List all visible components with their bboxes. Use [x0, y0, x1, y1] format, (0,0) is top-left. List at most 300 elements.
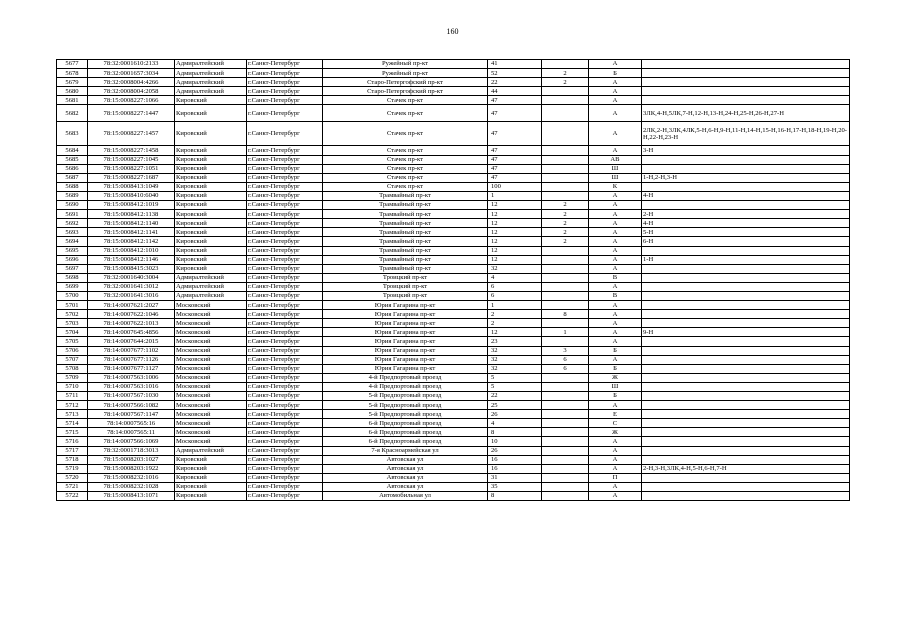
street-cell: Стачек пр-кт [323, 182, 488, 191]
district-cell: Адмиралтейский [175, 87, 247, 96]
row-number-cell: 5715 [57, 428, 88, 437]
table-row [57, 355, 850, 364]
row-number-cell: 5687 [57, 173, 88, 182]
city-cell: г.Санкт-Петербург [247, 105, 323, 122]
table-row [57, 122, 850, 146]
table-row [57, 482, 850, 491]
cadastral-number-cell: 78:32:0008004:4266 [88, 78, 175, 87]
letter-cell: А [589, 319, 642, 328]
premises-cell [642, 78, 850, 87]
row-number-cell: 5681 [57, 96, 88, 105]
letter-cell: Ж [589, 373, 642, 382]
building-cell [542, 392, 589, 401]
building-cell [542, 105, 589, 122]
district-cell: Кировский [175, 210, 247, 219]
cadastral-number-cell: 78:15:0008413:1049 [88, 182, 175, 191]
row-number-cell: 5706 [57, 346, 88, 355]
premises-cell: 5-Н [642, 228, 850, 237]
street-cell: 6-й Предпортовый проезд [323, 428, 488, 437]
table-row [57, 410, 850, 419]
cadastral-number-cell: 78:15:0008413:1071 [88, 492, 175, 501]
house-number-cell: 12 [488, 246, 542, 255]
premises-cell [642, 455, 850, 464]
cadastral-number-cell: 78:14:0007563:1016 [88, 382, 175, 391]
street-cell: Автовская ул [323, 473, 488, 482]
letter-cell: А [589, 301, 642, 310]
letter-cell: Ш [589, 173, 642, 182]
letter-cell: А [589, 228, 642, 237]
letter-cell: Ш [589, 164, 642, 173]
city-cell: г.Санкт-Петербург [247, 228, 323, 237]
premises-cell [642, 373, 850, 382]
row-number-cell: 5697 [57, 264, 88, 273]
building-cell [542, 146, 589, 155]
house-number-cell: 26 [488, 446, 542, 455]
table-row [57, 328, 850, 337]
district-cell: Адмиралтейский [175, 273, 247, 282]
building-cell [542, 60, 589, 69]
premises-cell [642, 310, 850, 319]
table-body [57, 60, 850, 501]
row-number-cell: 5705 [57, 337, 88, 346]
table-row [57, 473, 850, 482]
row-number-cell: 5704 [57, 328, 88, 337]
premises-cell [642, 392, 850, 401]
row-number-cell: 5678 [57, 69, 88, 78]
cadastral-number-cell: 78:15:0008412:1019 [88, 201, 175, 210]
house-number-cell: 12 [488, 210, 542, 219]
house-number-cell: 4 [488, 273, 542, 282]
letter-cell: А [589, 87, 642, 96]
district-cell: Московский [175, 437, 247, 446]
house-number-cell: 12 [488, 255, 542, 264]
district-cell: Кировский [175, 105, 247, 122]
district-cell: Кировский [175, 164, 247, 173]
letter-cell: А [589, 255, 642, 264]
letter-cell: А [589, 401, 642, 410]
building-cell [542, 373, 589, 382]
building-cell [542, 246, 589, 255]
city-cell: г.Санкт-Петербург [247, 237, 323, 246]
cadastral-number-cell: 78:32:0008004:2058 [88, 87, 175, 96]
row-number-cell: 5722 [57, 492, 88, 501]
premises-cell [642, 492, 850, 501]
house-number-cell: 100 [488, 182, 542, 191]
building-cell: 2 [542, 201, 589, 210]
cadastral-number-cell: 78:32:0001641:3016 [88, 291, 175, 300]
table-row [57, 373, 850, 382]
house-number-cell: 6 [488, 291, 542, 300]
city-cell: г.Санкт-Петербург [247, 364, 323, 373]
cadastral-number-cell: 78:14:0007622:1013 [88, 319, 175, 328]
district-cell: Московский [175, 392, 247, 401]
table-row [57, 392, 850, 401]
street-cell: Стачек пр-кт [323, 146, 488, 155]
cadastral-number-cell: 78:14:0007565:11 [88, 428, 175, 437]
street-cell: Юрия Гагарина пр-кт [323, 355, 488, 364]
street-cell: 5-й Предпортовый проезд [323, 410, 488, 419]
premises-cell [642, 419, 850, 428]
building-cell: 2 [542, 237, 589, 246]
street-cell: Трамвайный пр-кт [323, 219, 488, 228]
premises-cell [642, 446, 850, 455]
building-cell [542, 155, 589, 164]
table-row [57, 273, 850, 282]
letter-cell: С [589, 419, 642, 428]
street-cell: Юрия Гагарина пр-кт [323, 328, 488, 337]
district-cell: Московский [175, 310, 247, 319]
cadastral-number-cell: 78:15:0008203:1027 [88, 455, 175, 464]
cadastral-number-cell: 78:32:0001657:3034 [88, 69, 175, 78]
street-cell: 4-й Предпортовый проезд [323, 373, 488, 382]
house-number-cell: 47 [488, 105, 542, 122]
street-cell: 5-й Предпортовый проезд [323, 392, 488, 401]
city-cell: г.Санкт-Петербург [247, 146, 323, 155]
cadastral-number-cell: 78:32:0001641:3012 [88, 282, 175, 291]
premises-cell: 2ЛК,2-Н,3ЛК,4ЛК,5-Н,6-Н,9-Н,11-Н,14-Н,15-Н,16-Н,17-Н,18-Н,19-Н,20-Н,22-Н,23-Н [642, 122, 850, 146]
row-number-cell: 5700 [57, 291, 88, 300]
house-number-cell: 1 [488, 301, 542, 310]
city-cell: г.Санкт-Петербург [247, 328, 323, 337]
table-row [57, 301, 850, 310]
house-number-cell: 31 [488, 473, 542, 482]
house-number-cell: 47 [488, 146, 542, 155]
street-cell: Трамвайный пр-кт [323, 264, 488, 273]
city-cell: г.Санкт-Петербург [247, 464, 323, 473]
city-cell: г.Санкт-Петербург [247, 473, 323, 482]
city-cell: г.Санкт-Петербург [247, 382, 323, 391]
city-cell: г.Санкт-Петербург [247, 122, 323, 146]
city-cell: г.Санкт-Петербург [247, 69, 323, 78]
letter-cell: К [589, 182, 642, 191]
city-cell: г.Санкт-Петербург [247, 78, 323, 87]
page-number: 160 [446, 27, 459, 36]
row-number-cell: 5694 [57, 237, 88, 246]
building-cell [542, 301, 589, 310]
letter-cell: А [589, 482, 642, 491]
table-row [57, 319, 850, 328]
table-row [57, 146, 850, 155]
cadastral-number-cell: 78:15:0008412:1138 [88, 210, 175, 219]
row-number-cell: 5696 [57, 255, 88, 264]
cadastral-number-cell: 78:15:0008412:1146 [88, 255, 175, 264]
letter-cell: А [589, 492, 642, 501]
street-cell: Трамвайный пр-кт [323, 191, 488, 200]
city-cell: г.Санкт-Петербург [247, 155, 323, 164]
district-cell: Московский [175, 337, 247, 346]
letter-cell: Б [589, 346, 642, 355]
street-cell: Юрия Гагарина пр-кт [323, 337, 488, 346]
street-cell: Трамвайный пр-кт [323, 228, 488, 237]
street-cell: Стачек пр-кт [323, 96, 488, 105]
house-number-cell: 44 [488, 87, 542, 96]
house-number-cell: 47 [488, 173, 542, 182]
row-number-cell: 5684 [57, 146, 88, 155]
building-cell: 1 [542, 328, 589, 337]
district-cell: Кировский [175, 122, 247, 146]
cadastral-number-cell: 78:15:0008227:1045 [88, 155, 175, 164]
building-cell [542, 273, 589, 282]
table-row [57, 164, 850, 173]
premises-cell: 2-Н,3-Н,3ЛК,4-Н,5-Н,6-Н,7-Н [642, 464, 850, 473]
district-cell: Московский [175, 301, 247, 310]
district-cell: Кировский [175, 473, 247, 482]
district-cell: Кировский [175, 255, 247, 264]
premises-cell [642, 355, 850, 364]
street-cell: Ружейный пр-кт [323, 69, 488, 78]
row-number-cell: 5685 [57, 155, 88, 164]
city-cell: г.Санкт-Петербург [247, 291, 323, 300]
letter-cell: А [589, 246, 642, 255]
table-row [57, 364, 850, 373]
table-row [57, 87, 850, 96]
house-number-cell: 22 [488, 392, 542, 401]
street-cell: Юрия Гагарина пр-кт [323, 319, 488, 328]
district-cell: Адмиралтейский [175, 446, 247, 455]
table-row [57, 191, 850, 200]
city-cell: г.Санкт-Петербург [247, 210, 323, 219]
city-cell: г.Санкт-Петербург [247, 446, 323, 455]
building-cell [542, 291, 589, 300]
street-cell: 4-й Предпортовый проезд [323, 382, 488, 391]
street-cell: Автовская ул [323, 455, 488, 464]
house-number-cell: 32 [488, 364, 542, 373]
table-row [57, 428, 850, 437]
letter-cell: А [589, 437, 642, 446]
premises-cell [642, 410, 850, 419]
table-row [57, 210, 850, 219]
city-cell: г.Санкт-Петербург [247, 392, 323, 401]
street-cell: Автомобильная ул [323, 492, 488, 501]
house-number-cell: 26 [488, 410, 542, 419]
street-cell: Стачек пр-кт [323, 164, 488, 173]
district-cell: Кировский [175, 182, 247, 191]
street-cell: Стачек пр-кт [323, 155, 488, 164]
city-cell: г.Санкт-Петербург [247, 346, 323, 355]
table-row [57, 455, 850, 464]
premises-cell: 3-Н [642, 146, 850, 155]
cadastral-number-cell: 78:14:0007567:1147 [88, 410, 175, 419]
cadastral-number-cell: 78:15:0008412:1141 [88, 228, 175, 237]
premises-cell [642, 482, 850, 491]
district-cell: Кировский [175, 201, 247, 210]
house-number-cell: 16 [488, 464, 542, 473]
premises-cell [642, 273, 850, 282]
premises-cell [642, 264, 850, 273]
street-cell: 5-й Предпортовый проезд [323, 401, 488, 410]
house-number-cell: 2 [488, 310, 542, 319]
premises-cell [642, 473, 850, 482]
house-number-cell: 8 [488, 428, 542, 437]
street-cell: Стачек пр-кт [323, 122, 488, 146]
district-cell: Кировский [175, 219, 247, 228]
table-row [57, 182, 850, 191]
district-cell: Кировский [175, 246, 247, 255]
row-number-cell: 5711 [57, 392, 88, 401]
row-number-cell: 5677 [57, 60, 88, 69]
district-cell: Адмиралтейский [175, 291, 247, 300]
table-row [57, 255, 850, 264]
city-cell: г.Санкт-Петербург [247, 96, 323, 105]
building-cell: 2 [542, 69, 589, 78]
premises-cell [642, 182, 850, 191]
letter-cell: А [589, 60, 642, 69]
city-cell: г.Санкт-Петербург [247, 282, 323, 291]
city-cell: г.Санкт-Петербург [247, 264, 323, 273]
row-number-cell: 5690 [57, 201, 88, 210]
row-number-cell: 5680 [57, 87, 88, 96]
row-number-cell: 5683 [57, 122, 88, 146]
row-number-cell: 5707 [57, 355, 88, 364]
premises-cell [642, 87, 850, 96]
street-cell: Трамвайный пр-кт [323, 210, 488, 219]
city-cell: г.Санкт-Петербург [247, 373, 323, 382]
building-cell: 2 [542, 78, 589, 87]
cadastral-number-cell: 78:32:0001718:3013 [88, 446, 175, 455]
cadastral-number-cell: 78:14:0007677:1126 [88, 355, 175, 364]
cadastral-number-cell: 78:15:0008227:1458 [88, 146, 175, 155]
letter-cell: А [589, 455, 642, 464]
premises-cell: 1-Н,2-Н,3-Н [642, 173, 850, 182]
house-number-cell: 32 [488, 264, 542, 273]
cadastral-number-cell: 78:14:0007566:1069 [88, 437, 175, 446]
row-number-cell: 5717 [57, 446, 88, 455]
building-cell [542, 382, 589, 391]
street-cell: 6-й Предпортовый проезд [323, 437, 488, 446]
street-cell: 7-я Красноармейская ул [323, 446, 488, 455]
house-number-cell: 52 [488, 69, 542, 78]
house-number-cell: 12 [488, 328, 542, 337]
address-table [56, 59, 850, 501]
street-cell: Троицкий пр-кт [323, 282, 488, 291]
table-row [57, 201, 850, 210]
district-cell: Кировский [175, 155, 247, 164]
city-cell: г.Санкт-Петербург [247, 310, 323, 319]
letter-cell: Ш [589, 382, 642, 391]
table-row [57, 419, 850, 428]
district-cell: Московский [175, 328, 247, 337]
city-cell: г.Санкт-Петербург [247, 337, 323, 346]
cadastral-number-cell: 78:15:0008415:3023 [88, 264, 175, 273]
district-cell: Кировский [175, 228, 247, 237]
cadastral-number-cell: 78:14:0007621:2027 [88, 301, 175, 310]
premises-cell [642, 319, 850, 328]
cadastral-number-cell: 78:15:0008203:1922 [88, 464, 175, 473]
district-cell: Адмиралтейский [175, 69, 247, 78]
house-number-cell: 41 [488, 60, 542, 69]
letter-cell: А [589, 328, 642, 337]
row-number-cell: 5699 [57, 282, 88, 291]
building-cell [542, 182, 589, 191]
street-cell: Трамвайный пр-кт [323, 237, 488, 246]
letter-cell: Б [589, 69, 642, 78]
table-row [57, 382, 850, 391]
district-cell: Кировский [175, 146, 247, 155]
street-cell: Старо-Петергофский пр-кт [323, 87, 488, 96]
district-cell: Московский [175, 373, 247, 382]
building-cell: 3 [542, 346, 589, 355]
building-cell [542, 164, 589, 173]
row-number-cell: 5686 [57, 164, 88, 173]
street-cell: Троицкий пр-кт [323, 273, 488, 282]
house-number-cell: 12 [488, 201, 542, 210]
city-cell: г.Санкт-Петербург [247, 355, 323, 364]
row-number-cell: 5682 [57, 105, 88, 122]
house-number-cell: 5 [488, 373, 542, 382]
letter-cell: АВ [589, 155, 642, 164]
cadastral-number-cell: 78:14:0007622:1046 [88, 310, 175, 319]
house-number-cell: 12 [488, 237, 542, 246]
city-cell: г.Санкт-Петербург [247, 273, 323, 282]
district-cell: Кировский [175, 464, 247, 473]
premises-cell [642, 60, 850, 69]
house-number-cell: 32 [488, 355, 542, 364]
premises-cell: 3ЛК,4-Н,5ЛК,7-Н,12-Н,13-Н,24-Н,25-Н,26-Н,27-Н [642, 105, 850, 122]
street-cell: Юрия Гагарина пр-кт [323, 364, 488, 373]
city-cell: г.Санкт-Петербург [247, 201, 323, 210]
house-number-cell: 1 [488, 191, 542, 200]
building-cell [542, 446, 589, 455]
building-cell [542, 410, 589, 419]
district-cell: Адмиралтейский [175, 78, 247, 87]
row-number-cell: 5688 [57, 182, 88, 191]
letter-cell: А [589, 464, 642, 473]
row-number-cell: 5712 [57, 401, 88, 410]
house-number-cell: 12 [488, 228, 542, 237]
premises-cell [642, 382, 850, 391]
city-cell: г.Санкт-Петербург [247, 246, 323, 255]
letter-cell: А [589, 446, 642, 455]
street-cell: Трамвайный пр-кт [323, 246, 488, 255]
city-cell: г.Санкт-Петербург [247, 60, 323, 69]
table-row [57, 219, 850, 228]
letter-cell: А [589, 105, 642, 122]
house-number-cell: 23 [488, 337, 542, 346]
street-cell: Юрия Гагарина пр-кт [323, 346, 488, 355]
premises-cell [642, 401, 850, 410]
premises-cell [642, 201, 850, 210]
row-number-cell: 5679 [57, 78, 88, 87]
street-cell: Ружейный пр-кт [323, 60, 488, 69]
city-cell: г.Санкт-Петербург [247, 319, 323, 328]
cadastral-number-cell: 78:32:0001640:3004 [88, 273, 175, 282]
district-cell: Московский [175, 346, 247, 355]
building-cell [542, 401, 589, 410]
cadastral-number-cell: 78:15:0008227:1457 [88, 122, 175, 146]
cadastral-number-cell: 78:15:0008227:1447 [88, 105, 175, 122]
building-cell: 8 [542, 310, 589, 319]
table-row [57, 60, 850, 69]
premises-cell: 4-Н [642, 219, 850, 228]
city-cell: г.Санкт-Петербург [247, 428, 323, 437]
cadastral-number-cell: 78:14:0007645:4856 [88, 328, 175, 337]
letter-cell: А [589, 264, 642, 273]
building-cell [542, 428, 589, 437]
table-row [57, 78, 850, 87]
building-cell [542, 173, 589, 182]
premises-cell [642, 428, 850, 437]
district-cell: Кировский [175, 237, 247, 246]
district-cell: Кировский [175, 482, 247, 491]
letter-cell: Е [589, 410, 642, 419]
cadastral-number-cell: 78:32:0001610:2133 [88, 60, 175, 69]
city-cell: г.Санкт-Петербург [247, 191, 323, 200]
street-cell: 6-й Предпортовый проезд [323, 419, 488, 428]
premises-cell [642, 346, 850, 355]
premises-cell [642, 282, 850, 291]
district-cell: Московский [175, 319, 247, 328]
district-cell: Кировский [175, 264, 247, 273]
